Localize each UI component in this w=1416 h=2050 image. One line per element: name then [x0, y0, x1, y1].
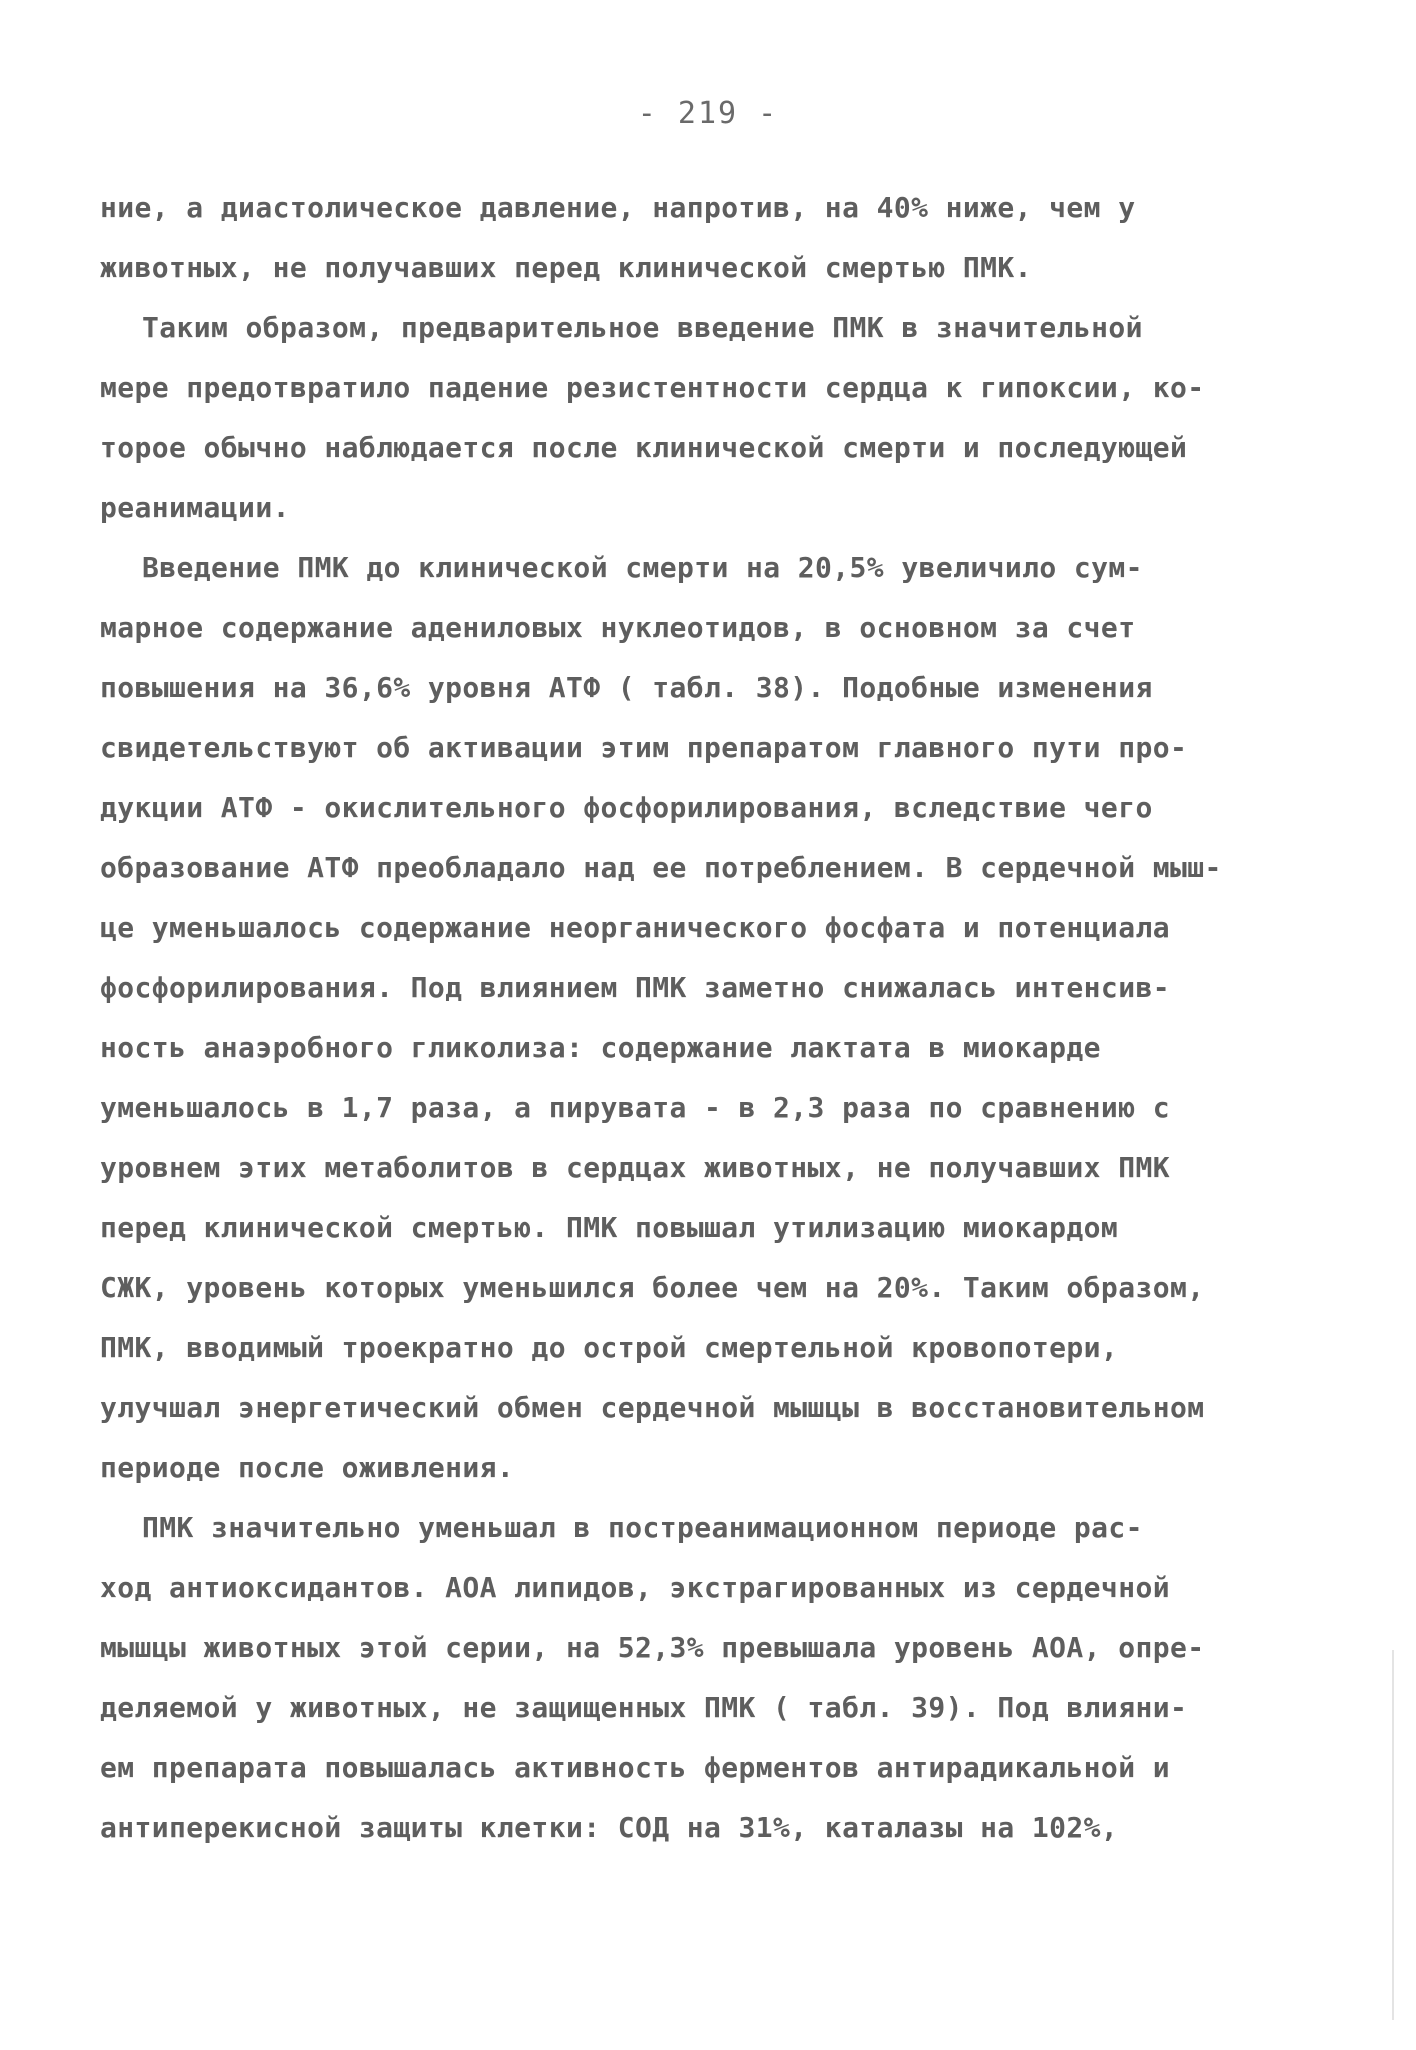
- text-line: реанимации.: [100, 491, 290, 524]
- text-line: периоде после оживления.: [100, 1451, 515, 1484]
- text-line: Таким образом, предварительное введение ПМК в значительной: [142, 311, 1143, 344]
- text-line: деляемой у животных, не защищенных ПМК ( табл. 39). Под влияни-: [100, 1691, 1188, 1724]
- text-line: улучшал энергетический обмен сердечной мышцы в восстановительном: [100, 1391, 1205, 1424]
- text-line: торое обычно наблюдается после клинической смерти и последующей: [100, 431, 1188, 464]
- text-line: ность анаэробного гликолиза: содержание лактата в миокарде: [100, 1031, 1101, 1064]
- text-line: СЖК, уровень которых уменьшился более чем на 20%. Таким образом,: [100, 1271, 1205, 1304]
- text-line: ход антиоксидантов. АОА липидов, экстрагированных из сердечной: [100, 1571, 1170, 1604]
- text-line: ПМК значительно уменьшал в постреанимационном периоде рас-: [142, 1511, 1143, 1544]
- text-line: антиперекисной защиты клетки: СОД на 31%, каталазы на 102%,: [100, 1811, 1119, 1844]
- text-line: повышения на 36,6% уровня АТФ ( табл. 38). Подобные изменения: [100, 671, 1153, 704]
- text-line: мере предотвратило падение резистентности сердца к гипоксии, ко-: [100, 371, 1205, 404]
- text-line: животных, не получавших перед клинической смертью ПМК.: [100, 251, 1032, 284]
- text-line: ПМК, вводимый троекратно до острой смертельной кровопотери,: [100, 1331, 1119, 1364]
- page-number: - 219 -: [637, 96, 779, 131]
- text-line: образование АТФ преобладало над ее потреблением. В сердечной мыш-: [100, 851, 1222, 884]
- text-line: ем препарата повышалась активность ферментов антирадикальной и: [100, 1751, 1170, 1784]
- text-line: це уменьшалось содержание неорганического фосфата и потенциала: [100, 911, 1170, 944]
- text-line: Введение ПМК до клинической смерти на 20,5% увеличило сум-: [142, 551, 1143, 584]
- text-line: свидетельствуют об активации этим препаратом главного пути про-: [100, 731, 1188, 764]
- text-line: марное содержание адениловых нуклеотидов, в основном за счет: [100, 611, 1136, 644]
- text-line: дукции АТФ - окислительного фосфорилирования, вследствие чего: [100, 791, 1153, 824]
- text-line: мышцы животных этой серии, на 52,3% превышала уровень АОА, опре-: [100, 1631, 1205, 1664]
- text-line: ние, а диастолическое давление, напротив, на 40% ниже, чем у: [100, 191, 1136, 224]
- scan-edge-mark: [1392, 1650, 1394, 2020]
- text-line: перед клинической смертью. ПМК повышал утилизацию миокардом: [100, 1211, 1119, 1244]
- text-line: уровнем этих метаболитов в сердцах животных, не получавших ПМК: [100, 1151, 1170, 1184]
- text-line: уменьшалось в 1,7 раза, а пирувата - в 2,3 раза по сравнению с: [100, 1091, 1170, 1124]
- text-line: фосфорилирования. Под влиянием ПМК заметно снижалась интенсив-: [100, 971, 1170, 1004]
- body-text: [100, 178, 1240, 1858]
